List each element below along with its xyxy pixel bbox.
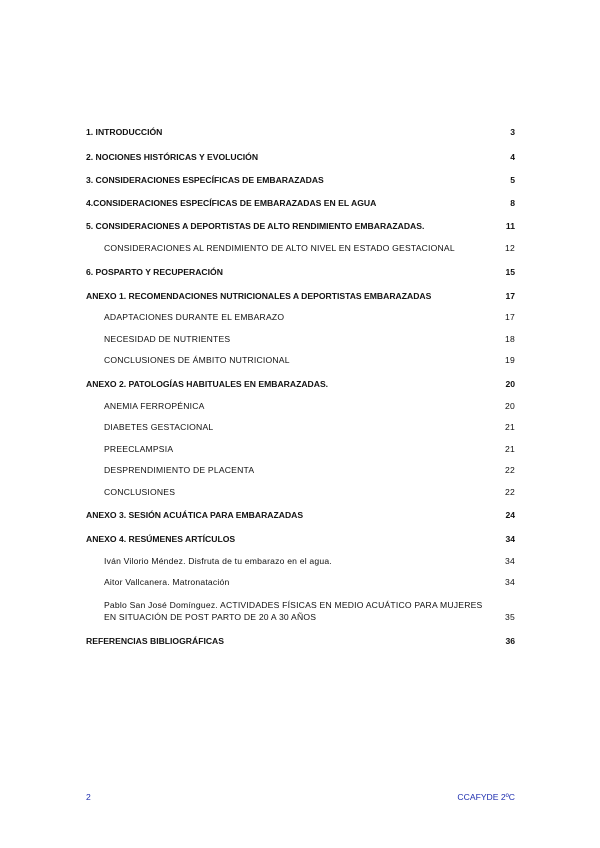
- toc-entry-title: Iván Vilorio Méndez. Disfruta de tu embarazo en el agua.: [104, 556, 332, 566]
- toc-entry-page: 24: [505, 510, 515, 520]
- toc-entry-page: 18: [505, 334, 515, 344]
- toc-entry-deportistas-alto-rendimiento[interactable]: [86, 221, 515, 232]
- toc-entry-title: ADAPTACIONES DURANTE EL EMBARAZO: [104, 312, 285, 322]
- toc-entry-page: 17: [505, 291, 515, 301]
- toc-entry-page: 3: [510, 127, 515, 137]
- toc-entry-adaptaciones[interactable]: [104, 312, 515, 323]
- toc-entry-consideraciones-agua[interactable]: [86, 198, 515, 209]
- toc-entry-title: DESPRENDIMIENTO DE PLACENTA: [104, 465, 255, 475]
- toc-entry-title: CONSIDERACIONES AL RENDIMIENTO DE ALTO NIVEL EN ESTADO GESTACIONAL: [104, 243, 455, 253]
- toc-entry-title: 5. CONSIDERACIONES A DEPORTISTAS DE ALTO RENDIMIENTO EMBARAZADAS.: [86, 221, 425, 231]
- toc-entry-page: 36: [505, 636, 515, 646]
- toc-entry-conclusiones[interactable]: [104, 487, 515, 498]
- toc-entry-anemia[interactable]: [104, 401, 515, 412]
- toc-entry-rendimiento-gestacional[interactable]: [104, 243, 515, 254]
- toc-entry-title: REFERENCIAS BIBLIOGRÁFICAS: [86, 636, 224, 646]
- toc-entry-anexo-4[interactable]: [86, 534, 515, 545]
- toc-entry-title: 6. POSPARTO Y RECUPERACIÓN: [86, 267, 223, 277]
- toc-entry-page: 35: [505, 612, 515, 622]
- toc-entry-introduccion[interactable]: [86, 127, 515, 138]
- toc-entry-page: 20: [505, 401, 515, 411]
- toc-entry-title: 4.CONSIDERACIONES ESPECÍFICAS DE EMBARAZADAS EN EL AGUA: [86, 198, 377, 208]
- page-footer: [86, 792, 515, 802]
- toc-entry-page: 19: [505, 355, 515, 365]
- footer-label: CCAFYDE 2ºC: [457, 792, 515, 802]
- toc-entry-page: 17: [505, 312, 515, 322]
- toc-entry-title: ANEXO 3. SESIÓN ACUÁTICA PARA EMBARAZADAS: [86, 510, 304, 520]
- toc-entry-vallcanera[interactable]: [104, 577, 515, 588]
- toc-entry-page: 20: [505, 379, 515, 389]
- toc-entry-preeclampsia[interactable]: [104, 444, 515, 455]
- toc-entry-title: ANEXO 1. RECOMENDACIONES NUTRICIONALES A DEPORTISTAS EMBARAZADAS: [86, 291, 432, 301]
- toc-entry-title: ANEXO 2. PATOLOGÍAS HABITUALES EN EMBARAZADAS.: [86, 379, 329, 389]
- footer-page-number: 2: [86, 792, 91, 802]
- toc-entry-title: Aitor Vallcanera. Matronatación: [104, 577, 230, 587]
- toc-entry-page: 34: [505, 556, 515, 566]
- toc-entry-title: 1. INTRODUCCIÓN: [86, 127, 163, 137]
- toc-entry-title: DIABETES GESTACIONAL: [104, 422, 214, 432]
- toc-entry-page: 22: [505, 487, 515, 497]
- toc-entry-page: 34: [505, 534, 515, 544]
- toc-entry-title: Pablo San José Domínguez. ACTIVIDADES FÍSICAS EN MEDIO ACUÁTICO PARA MUJERES EN SITUACIÓN DE POST PARTO DE 20 A 30 AÑOS: [104, 600, 483, 622]
- toc-entry-conclusiones-nutricional[interactable]: [104, 355, 515, 366]
- toc-entry-page: 21: [505, 444, 515, 454]
- toc-entry-page: 34: [505, 577, 515, 587]
- toc-entry-consideraciones-embarazadas[interactable]: [86, 175, 515, 186]
- toc-entry-page: 4: [510, 152, 515, 162]
- toc-entry-page: 15: [505, 267, 515, 277]
- toc-entry-anexo-2[interactable]: [86, 379, 515, 390]
- toc-entry-title: CONCLUSIONES DE ÁMBITO NUTRICIONAL: [104, 355, 290, 365]
- toc-entry-title: 3. CONSIDERACIONES ESPECÍFICAS DE EMBARAZADAS: [86, 175, 324, 185]
- toc-entry-title: CONCLUSIONES: [104, 487, 176, 497]
- toc-entry-title: 2. NOCIONES HISTÓRICAS Y EVOLUCIÓN: [86, 152, 259, 162]
- toc-entry-page: 8: [510, 198, 515, 208]
- toc-entry-page: 21: [505, 422, 515, 432]
- toc-entry-referencias[interactable]: [86, 636, 515, 647]
- toc-entry-nutrientes[interactable]: [104, 334, 515, 345]
- toc-entry-anexo-1[interactable]: [86, 291, 515, 302]
- toc-entry-title: NECESIDAD DE NUTRIENTES: [104, 334, 231, 344]
- toc-entry-page: 5: [510, 175, 515, 185]
- toc-entry-anexo-3[interactable]: [86, 510, 515, 521]
- toc-entry-title: ANEMIA FERROPÉNICA: [104, 401, 205, 411]
- toc-entry-vilorio[interactable]: [104, 556, 515, 567]
- toc-entry-title: PREECLAMPSIA: [104, 444, 174, 454]
- toc-entry-page: 11: [505, 221, 515, 231]
- toc-entry-title: ANEXO 4. RESÚMENES ARTÍCULOS: [86, 534, 236, 544]
- toc-entry-diabetes[interactable]: [104, 422, 515, 433]
- toc-entry-page: 22: [505, 465, 515, 475]
- toc-entry-posparto[interactable]: [86, 267, 515, 278]
- toc-entry-desprendimiento[interactable]: [104, 465, 515, 476]
- toc-entry-san-jose[interactable]: [104, 599, 515, 623]
- toc-entry-nociones[interactable]: [86, 152, 515, 163]
- toc-entry-page: 12: [505, 243, 515, 253]
